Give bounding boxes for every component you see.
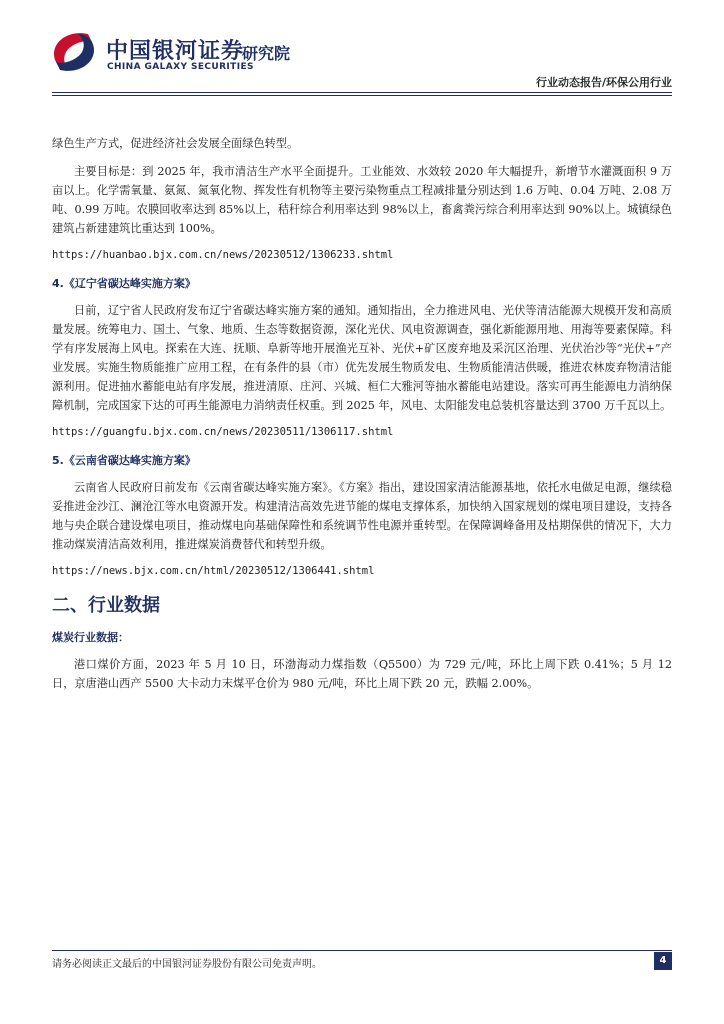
- logo-institute: 研究院: [242, 44, 291, 63]
- section-title-industry-data: 二、行业数据: [52, 595, 160, 616]
- footer-disclaimer: 请务必阅读正文最后的中国银河证券股份有限公司免责声明。: [52, 959, 322, 970]
- subheading-liaoning: 4.《辽宁省碳达峰实施方案》: [52, 277, 196, 290]
- logo-english-name: CHINA GALAXY SECURITIES: [107, 62, 254, 72]
- source-link-1[interactable]: https://huanbao.bjx.com.cn/news/20230512/1306233.shtml: [52, 249, 394, 261]
- subheading-coal: 煤炭行业数据：: [52, 631, 129, 644]
- main-content: [52, 134, 672, 702]
- source-link-3[interactable]: https://news.bjx.com.cn/html/20230512/1306441.shtml: [52, 565, 375, 577]
- page-number: 4: [654, 952, 672, 970]
- paragraph-intro: 绿色生产方式，促进经济社会发展全面绿色转型。: [52, 137, 299, 150]
- paragraph-liaoning: 日前，辽宁省人民政府发布辽宁省碳达峰实施方案的通知。通知指出，全力推进风电、光伏等清洁能源大规模开发和高质量发展。统筹电力、国土、气象、地质、生态等数据资源，深化光伏、风电资源调查，强化新能源用地、用海等要素保障。科学有序发展海上风电。探索在大连、抚顺、阜新等地开展渔光互补、光伏+矿区废弃地及采沉区治理、光伏治沙等“光伏+”产业发展。实施生物质能推广应用工程，在有条件的县（市）优先发展生物质发电、生物质能清洁供暖，推进农林废弃物清洁能源利用。促进抽水蓄能电站有序发展，推进清原、庄河、兴城、桓仁大雅河等抽水蓄能电站建设。落实可再生能源电力消纳保障机制，完成国家下达的可再生能源电力消纳责任权重。到 2025 年，风电、太阳能发电总装机容量达到 3700 万千瓦以上。: [52, 304, 672, 412]
- header-divider-thin: [52, 95, 672, 96]
- logo-company-name: 中国银河证券: [106, 39, 245, 64]
- header-divider: [52, 92, 672, 93]
- page-header: [0, 0, 724, 96]
- paragraph-yunnan: 云南省人民政府日前发布《云南省碳达峰实施方案》。《方案》指出，建设国家清洁能源基地，依托水电做足电源，继续稳妥推进金沙江、澜沧江等水电资源开发。构建清洁高效先进节能的煤电支撑体系，加快纳入国家规划的煤电项目建设，支持各地与央企联合建设煤电项目，推动煤电向基础保障性和系统调节性电源并重转型。在保障调峰备用及枯期保供的情况下，大力推动煤炭清洁高效利用，推进煤炭消费替代和转型升级。: [52, 481, 672, 551]
- subheading-yunnan: 5.《云南省碳达峰实施方案》: [52, 454, 196, 467]
- source-link-2[interactable]: https://guangfu.bjx.com.cn/news/20230511/1306117.shtml: [52, 426, 394, 438]
- paragraph-coal: 港口煤价方面，2023 年 5 月 10 日，环渤海动力煤指数（Q5500）为 729 元/吨，环比上周下跌 0.41%；5 月 12 日，京唐港山西产 5500 大卡动力末煤平仓价为 980 元/吨，环比上周下跌 20 元，跌幅 2.00%。: [52, 658, 672, 690]
- report-type: 行业动态报告/环保公用行业: [535, 76, 672, 89]
- paragraph-goals: 主要目标是：到 2025 年，我市清洁生产水平全面提升。工业能效、水效较 2020 年大幅提升，新增节水灌溉面积 9 万亩以上。化学需氧量、氨氮、氮氧化物、挥发性有机物等主要污染物重点工程减排量分别达到 1.6 万吨、0.04 万吨、2.08 万吨、0.99 万吨。农膜回收率达到 85%以上，秸秆综合利用率达到 98%以上，畜禽粪污综合利用率达到 90%以上。城镇绿色建筑占新建建筑比重达到 100%。: [52, 165, 672, 235]
- footer-divider: [52, 950, 672, 951]
- galaxy-logo-icon: [48, 28, 100, 76]
